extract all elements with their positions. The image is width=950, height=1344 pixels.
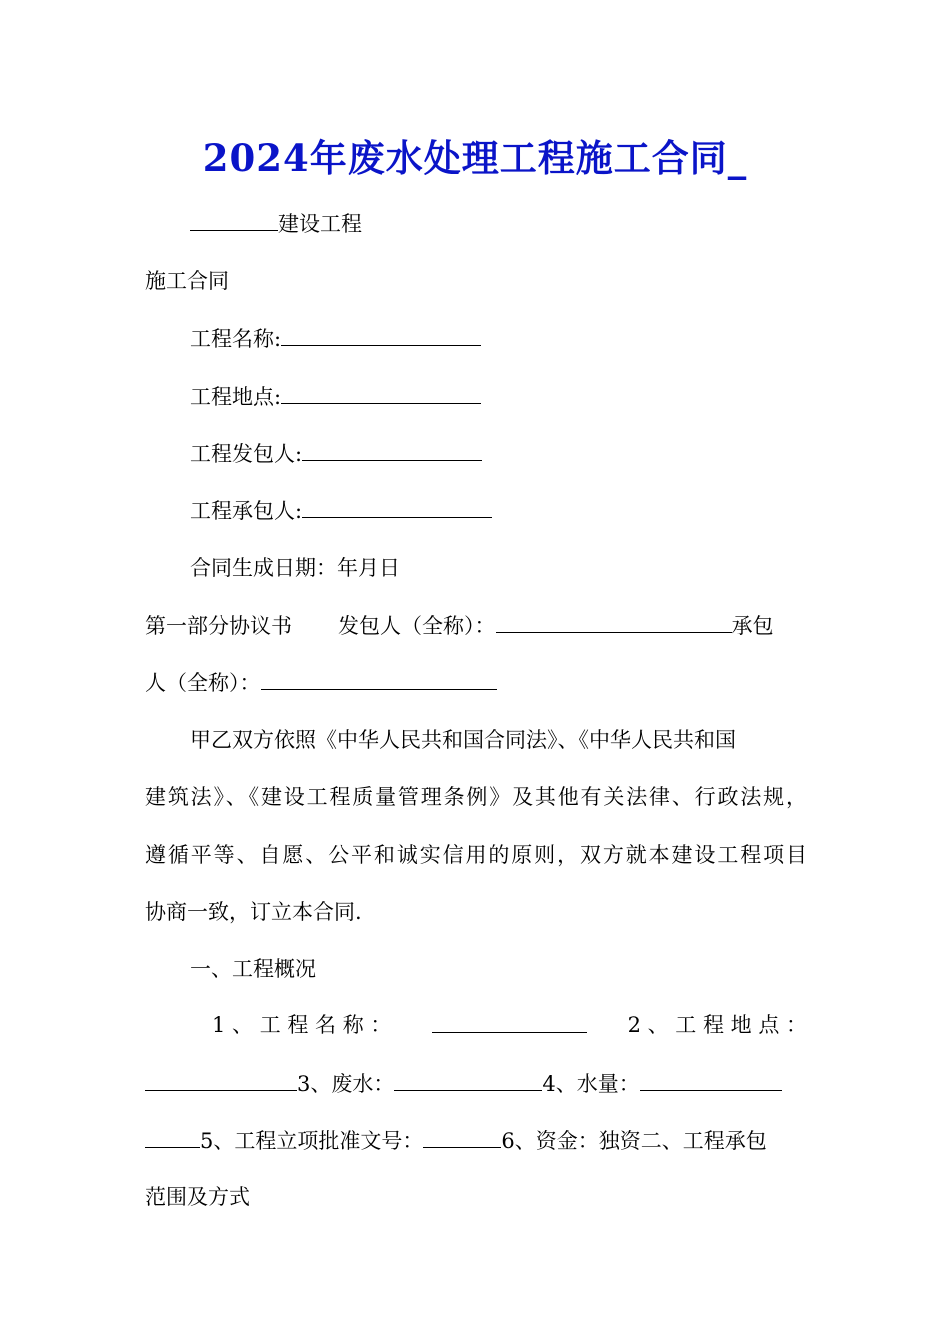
field-project-name	[190, 323, 481, 354]
contractor-label-b: 人（全称）：	[145, 671, 261, 695]
field-label: 工程名称:	[190, 327, 282, 351]
paragraph-line-3: 遵循平等、自愿、公平和诚实信用的原则，双方就本建设工程项目	[145, 843, 807, 867]
part1-heading-line	[145, 610, 774, 641]
header-suffix: 建设工程	[278, 212, 362, 236]
blank-line	[302, 495, 492, 518]
field-project-location	[190, 381, 481, 412]
blank-line	[432, 1010, 587, 1033]
blank-line	[302, 438, 482, 461]
item-3: 3、废水：	[297, 1072, 395, 1096]
item-6: 6、资金：独资二、工程承包	[501, 1129, 767, 1153]
item-4: 4、水量：	[542, 1072, 640, 1096]
item-2: 2 、 工 程 地 点 ：	[627, 1013, 807, 1037]
field-label: 工程地点:	[190, 385, 282, 409]
blank-line	[394, 1068, 542, 1091]
blank-line	[281, 381, 481, 404]
item-5: 5、工程立项批准文号：	[200, 1129, 424, 1153]
document-title: 2024年废水处理工程施工合同_	[202, 136, 748, 180]
blank-line	[145, 1125, 200, 1148]
blank-line	[261, 667, 497, 690]
header-line-2: 施工合同	[145, 269, 229, 293]
field-contractor	[190, 495, 492, 526]
contractor-full-name-line	[145, 667, 497, 698]
section1-row-2	[145, 1068, 782, 1099]
blank-line	[423, 1125, 501, 1148]
item-1: 1 、 工 程 名 称 ：	[212, 1013, 392, 1037]
section1-row-1	[212, 1010, 807, 1040]
section1-heading: 一、工程概况	[190, 957, 316, 981]
part1-heading: 第一部分协议书	[145, 614, 292, 638]
paragraph-line-1: 甲乙双方依照《中华人民共和国合同法》、《中华人民共和国	[190, 728, 736, 752]
field-label: 工程发包人:	[190, 442, 303, 466]
blank-line	[281, 323, 481, 346]
blank-line	[145, 1068, 297, 1091]
field-contract-date: 合同生成日期：年月日	[190, 556, 400, 580]
blank-line	[640, 1068, 782, 1091]
section1-tail: 范围及方式	[145, 1185, 250, 1209]
paragraph-line-2: 建筑法》、《建设工程质量管理条例》及其他有关法律、行政法规，	[145, 785, 807, 809]
field-label: 工程承包人:	[190, 499, 303, 523]
blank-line	[190, 208, 278, 231]
field-owner	[190, 438, 482, 469]
owner-label: 发包人（全称）：	[338, 614, 496, 638]
contractor-label-a: 承包	[731, 614, 774, 638]
section1-row-3	[145, 1125, 767, 1156]
blank-line	[496, 610, 732, 633]
paragraph-line-4: 协商一致，订立本合同.	[145, 900, 362, 924]
header-line-1	[190, 208, 362, 239]
